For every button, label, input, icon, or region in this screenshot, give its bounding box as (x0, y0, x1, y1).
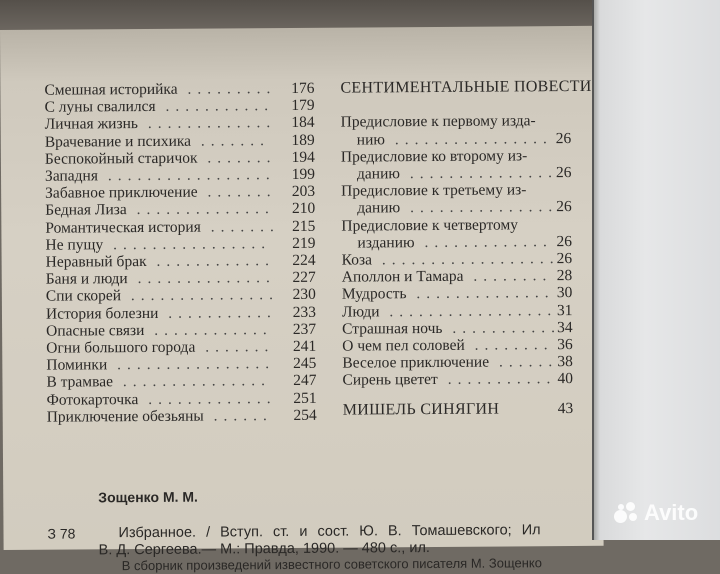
leader-dots: ........... (155, 97, 275, 116)
toc-entry-title: Смешная историйка ......... (44, 80, 277, 99)
toc-entry-title: О чем пел соловей ........ (342, 336, 554, 355)
toc-entry-page: 26 (556, 250, 573, 268)
toc-entry-title: Предисловие к четвертому (341, 215, 519, 235)
toc-entry-title: Коза .................. (341, 250, 560, 269)
toc-entry-page: 241 (292, 337, 317, 355)
toc-entry-page: 36 (557, 336, 573, 354)
adjacent-page (592, 0, 720, 540)
leader-dots: ................ (107, 355, 276, 374)
toc-entry-title: Опасные связи ............ (46, 320, 273, 340)
leader-dots: ................ (384, 129, 553, 148)
toc-entry-page: 224 (292, 251, 316, 269)
toc-entry-page: 184 (291, 114, 315, 132)
toc-entry-page: 189 (291, 131, 315, 149)
toc-entry-title: Поминки ................ (46, 355, 276, 374)
toc-entry-title: Веселое приключение ...... (342, 353, 559, 372)
toc-entry-title: Личная жизнь ............. (44, 114, 277, 134)
toc-entry-title: Неравный брак ............ (45, 252, 276, 271)
toc-entry-title: Баня и люди .............. (45, 269, 276, 288)
toc-entry-title: Врачевание и психика ....... (44, 131, 271, 151)
toc-entry-page: 176 (291, 79, 315, 97)
bib-line-3: В сборник произведений известного советского писателя М. Зощенко (121, 555, 543, 574)
toc-entry-title: Страшная ночь ........... (342, 318, 562, 338)
toc-entry-page: 26 (556, 232, 573, 250)
toc-entry-title: Сирень цветет ........... (342, 370, 557, 390)
section-title-final: МИШЕЛЬ СИНЯГИН (342, 400, 500, 419)
leader-dots: ............. (414, 232, 553, 251)
avito-logo-icon (614, 502, 640, 524)
leader-dots: ......... (177, 80, 277, 98)
bib-line-1: Избранное. / Вступ. ст. и сост. Ю. В. Томашевского; Ил (118, 522, 541, 542)
toc-entry-page: 251 (293, 389, 317, 407)
leader-dots: ........... (442, 318, 562, 337)
toc-entry-title: Забавное приключение ....... (45, 183, 277, 202)
toc-entry-page: 215 (292, 217, 316, 235)
toc-entry-title: Огни большого города ....... (46, 338, 275, 357)
toc-entry-title: Западня ................. (44, 166, 276, 185)
leader-dots: ............... (400, 198, 559, 217)
toc-entry-page: 219 (292, 234, 316, 252)
toc-entry-title: Люди ................. (341, 301, 558, 321)
leader-dots: ............ (144, 320, 273, 339)
toc-entry-title-cont: нию ................ (356, 129, 553, 149)
toc-entry-title: Фотокарточка ............. (46, 389, 277, 409)
bib-line-2: В. Д. Сергеева.— М.: Правда, 1990. — 480 с., ил. (98, 540, 430, 559)
leader-dots: ............ (146, 252, 276, 270)
toc-entry-title: Предисловие к первому изда- (340, 112, 536, 132)
toc-entry-page: 230 (292, 286, 316, 304)
toc-entry-page: 38 (557, 353, 573, 371)
leader-dots: .............. (406, 284, 555, 303)
leader-dots: ............... (120, 286, 280, 305)
toc-entry-page: 43 (557, 399, 574, 417)
toc-entry-page: 179 (291, 96, 315, 115)
toc-entry-title: Романтическая история ....... (45, 217, 280, 237)
leader-dots: ........... (437, 370, 557, 389)
toc-entry-page: 203 (291, 182, 316, 201)
book-page (0, 26, 604, 574)
toc-entry-page: 227 (292, 268, 316, 287)
leader-dots: ............... (112, 372, 272, 391)
leader-dots: ....... (197, 183, 277, 201)
toc-entry-title: В трамвае ............... (46, 372, 272, 392)
toc-entry-page: 210 (291, 200, 316, 218)
leader-dots: ................ (103, 234, 272, 254)
leader-dots: ............. (138, 389, 277, 408)
toc-entry-title-cont: изданию ............. (357, 232, 553, 252)
toc-entry-page: 34 (557, 318, 573, 336)
avito-watermark (614, 500, 698, 526)
toc-entry-title: Предисловие к третьему из- (341, 181, 527, 200)
leader-dots: ............. (137, 114, 277, 133)
leader-dots: ................. (379, 301, 558, 320)
toc-entry-page: 26 (555, 129, 572, 147)
toc-entry-page: 28 (556, 267, 573, 285)
toc-entry-title: Бедная Лиза .............. (45, 200, 275, 220)
toc-entry-page: 40 (557, 370, 574, 388)
leader-dots: ...... (203, 406, 273, 425)
leader-dots: .................. (371, 250, 560, 269)
toc-entry-page: 233 (292, 303, 317, 321)
leader-dots: .............. (126, 200, 275, 219)
toc-entry-page: 31 (556, 301, 573, 319)
toc-entry-title-cont: данию ............... (357, 198, 559, 217)
toc-entry-title: История болезни ........... (45, 303, 277, 323)
toc-entry-title: Мудрость .............. (341, 284, 555, 304)
leader-dots: ...... (489, 353, 559, 371)
toc-entry-title: Приключение обезьяны ...... (46, 406, 273, 426)
leader-dots: ............... (399, 164, 559, 183)
toc-entry-page: 237 (292, 320, 317, 338)
toc-entry-title: Не пущу ................ (45, 234, 272, 254)
toc-entry-title: Беспокойный старичок ....... (44, 148, 277, 168)
leader-dots: ........ (464, 336, 554, 354)
toc-entry-title: С луны свалился ........... (44, 97, 275, 116)
leader-dots: ....... (190, 131, 271, 150)
section-title: СЕНТИМЕНТАЛЬНЫЕ ПОВЕСТИ (340, 77, 592, 97)
toc-entry-title: Аполлон и Тамара ........ (341, 267, 553, 286)
toc-entry-page: 254 (293, 406, 317, 424)
leader-dots: ....... (195, 338, 275, 356)
toc-entry-title: Спи скорей ............... (45, 286, 280, 306)
toc-entry-title-cont: данию ............... (356, 164, 559, 183)
leader-dots: .............. (127, 269, 276, 288)
leader-dots: ....... (200, 217, 280, 236)
toc-entry-page: 30 (556, 284, 573, 302)
leader-dots: ........ (463, 267, 553, 285)
toc-entry-page: 26 (556, 198, 572, 216)
toc-entry-page: 194 (291, 148, 315, 166)
bib-author: Зощенко М. М. (98, 488, 198, 506)
toc-entry-page: 199 (291, 165, 316, 183)
bib-code: З 78 (47, 525, 76, 542)
leader-dots: ........... (158, 303, 277, 322)
toc-entry-title: Предисловие ко второму из- (340, 147, 528, 166)
toc-entry-page: 26 (555, 164, 572, 182)
avito-text: Avito (644, 500, 699, 525)
leader-dots: ....... (197, 148, 277, 167)
toc-entry-page: 245 (293, 354, 317, 373)
toc-entry-page: 247 (293, 372, 317, 390)
leader-dots: ................. (97, 166, 276, 185)
